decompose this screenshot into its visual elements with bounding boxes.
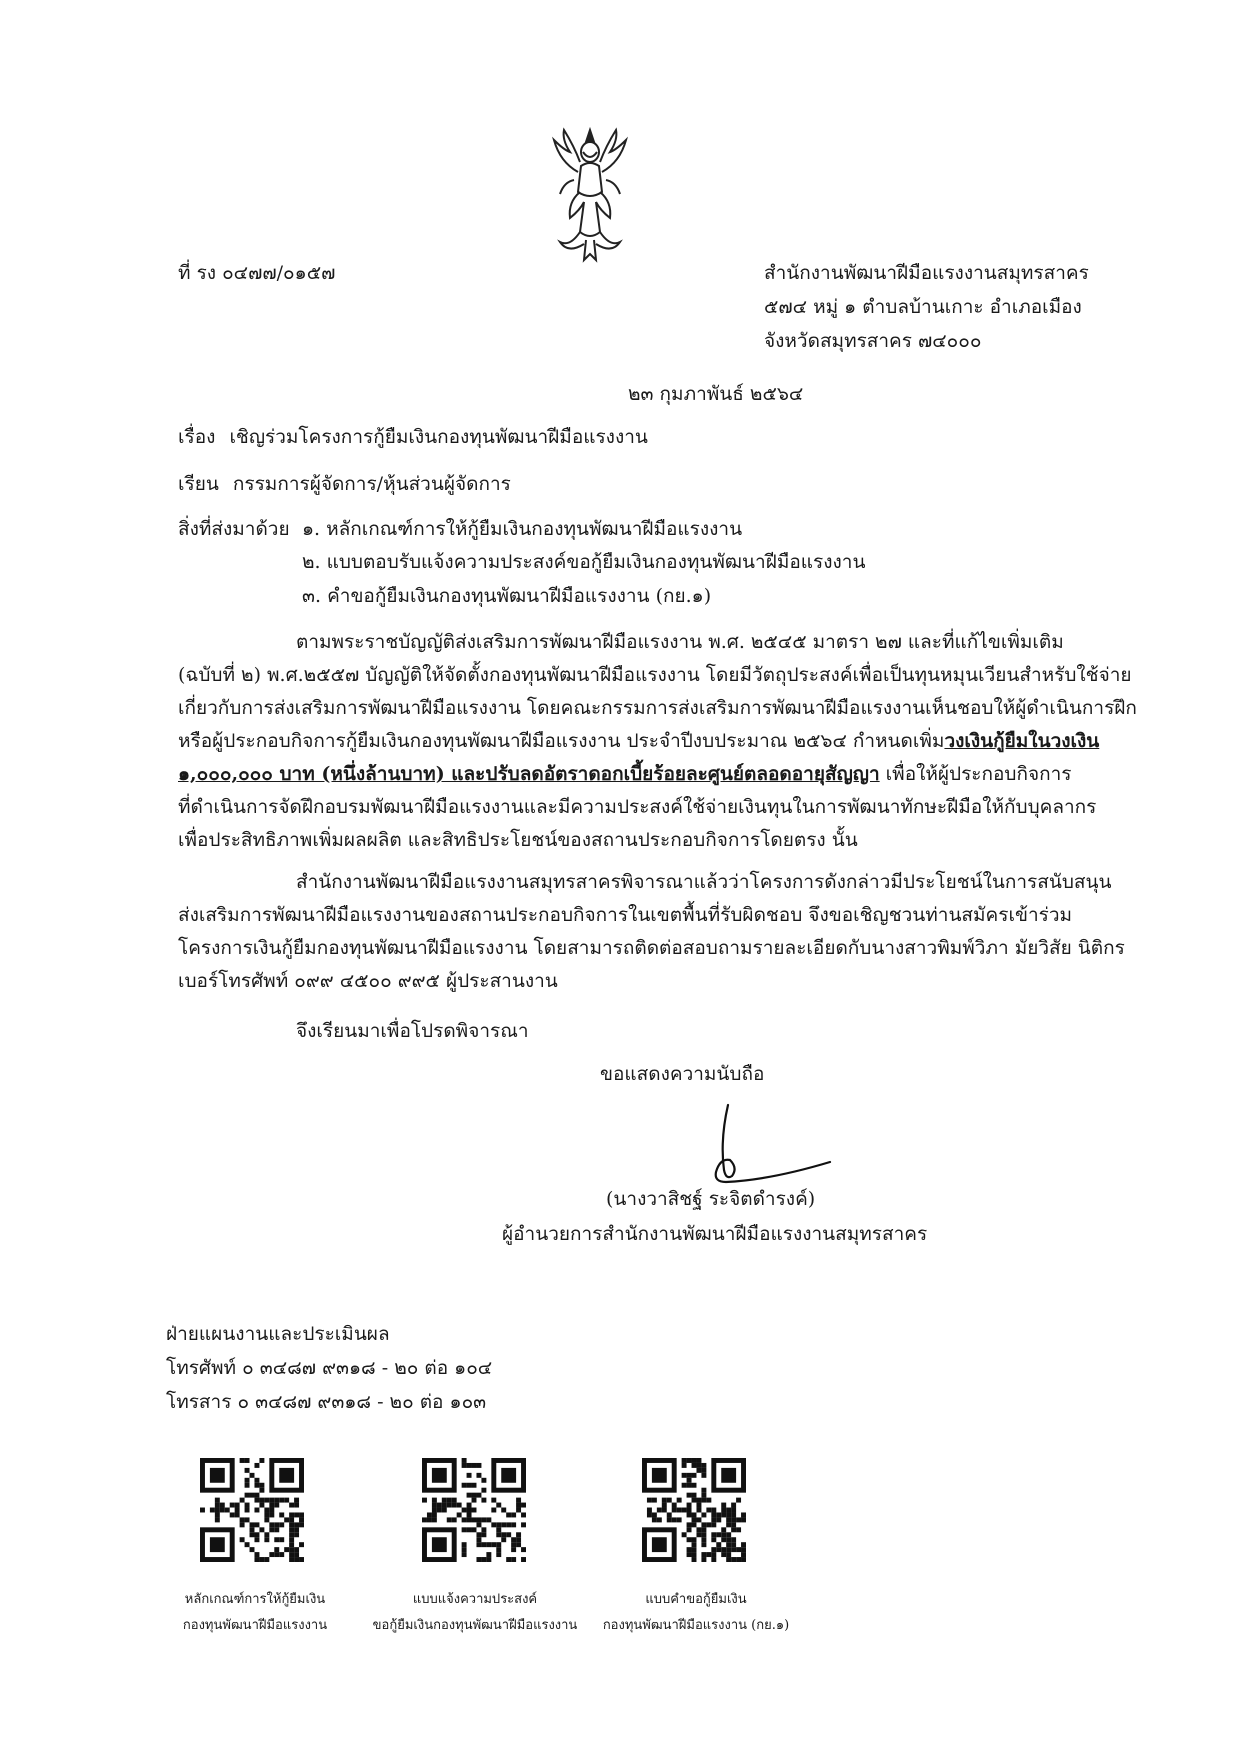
paragraph-line: ส่งเสริมการพัฒนาฝีมือแรงงานของสถานประกอบกิจการในเขตพื้นที่รับผิดชอบ จึงขอเชิญชวนท่านสมัครเข้าร่วม [178, 904, 1073, 926]
qr-caption [160, 1590, 350, 1636]
paragraph-line: โครงการเงินกู้ยืมกองทุนพัฒนาฝีมือแรงงาน โดยสามารถติดต่อสอบถามรายละเอียดกับนางสาวพิมพ์วิภา มัยวิสัย นิติกร [178, 937, 1125, 959]
qr-caption-line: แบบแจ้งความประสงค์ [412, 1592, 538, 1607]
qr-caption [362, 1590, 588, 1636]
enclosure-item: ๓. คำขอกู้ยืมเงินกองทุนพัฒนาฝีมือแรงงาน (กย.๑) [302, 585, 712, 607]
loan-limit-emphasis: วงเงินกู้ยืมในวงเงิน [944, 730, 1100, 752]
paragraph-text: หรือผู้ประกอบกิจการกู้ยืมเงินกองทุนพัฒนาฝีมือแรงงาน ประจำปีงบประมาณ ๒๕๖๔ กำหนดเพิ่ม [178, 730, 945, 752]
contact-department: ฝ่ายแผนงานและประเมินผล [166, 1323, 390, 1345]
subject-label: เรื่อง [178, 426, 216, 448]
enclosures-label: สิ่งที่ส่งมาด้วย [178, 518, 290, 540]
contact-phone: โทรศัพท์ ๐ ๓๔๘๗ ๙๓๑๘ - ๒๐ ต่อ ๑๐๔ [166, 1357, 493, 1379]
qr-caption-line: ขอกู้ยืมเงินกองทุนพัฒนาฝีมือแรงงาน [372, 1618, 578, 1633]
office-address [764, 259, 1089, 355]
enclosure-item: ๒. แบบตอบรับแจ้งความประสงค์ขอกู้ยืมเงินกองทุนพัฒนาฝีมือแรงงาน [302, 551, 866, 573]
garuda-emblem-icon [540, 122, 640, 267]
subject-line [178, 423, 648, 451]
signer-name: (นางวาสิชฐ์ ระจิตดำรงค์) [606, 1188, 816, 1210]
addressee-line [178, 470, 511, 498]
closing-request: จึงเรียนมาเพื่อโปรดพิจารณา [296, 1020, 529, 1042]
reference-number: ที่ รง ๐๔๗๗/๐๑๕๗ [178, 262, 336, 284]
paragraph-line [178, 727, 1098, 760]
body-paragraph-1 [178, 628, 1137, 859]
paragraph-line: (ฉบับที่ ๒) พ.ศ.๒๕๕๗ บัญญัติให้จัดตั้งกองทุนพัฒนาฝีมือแรงงาน โดยมีวัตถุประสงค์เพื่อเป็นทุนหมุนเวียนสำหรับใช้จ่าย [178, 664, 1132, 686]
qr-caption [598, 1590, 794, 1636]
qr-code-icon[interactable] [642, 1458, 746, 1562]
paragraph-line: ตามพระราชบัญญัติส่งเสริมการพัฒนาฝีมือแรงงาน พ.ศ. ๒๕๔๕ มาตรา ๒๗ และที่แก้ไขเพิ่มเติม [296, 631, 1064, 653]
loan-terms-emphasis: ๑,๐๐๐,๐๐๐ บาท (หนึ่งล้านบาท) และปรับลดอัตราดอกเบี้ยร้อยละศูนย์ตลอดอายุสัญญา [178, 763, 880, 785]
qr-caption-line: หลักเกณฑ์การให้กู้ยืมเงิน [184, 1592, 326, 1607]
letter-date: ๒๓ กุมภาพันธ์ ๒๕๖๔ [628, 383, 804, 405]
addressee-label: เรียน [178, 473, 219, 495]
subject-text: เชิญร่วมโครงการกู้ยืมเงินกองทุนพัฒนาฝีมือแรงงาน [229, 426, 648, 448]
qr-caption-line: กองทุนพัฒนาฝีมือแรงงาน (กย.๑) [602, 1618, 790, 1633]
enclosure-item: ๑. หลักเกณฑ์การให้กู้ยืมเงินกองทุนพัฒนาฝีมือแรงงาน [302, 518, 743, 540]
sign-off: ขอแสดงความนับถือ [600, 1063, 765, 1085]
paragraph-line: เกี่ยวกับการส่งเสริมการพัฒนาฝีมือแรงงาน โดยคณะกรรมการส่งเสริมการพัฒนาฝีมือแรงงานเห็นชอบให้ผู้ดำเนินการฝึก [178, 697, 1137, 719]
qr-code-icon[interactable] [200, 1458, 304, 1562]
paragraph-line: เพื่อประสิทธิภาพเพิ่มผลผลิต และสิทธิประโยชน์ของสถานประกอบกิจการโดยตรง นั้น [178, 829, 858, 851]
office-address-line: ๕๗๔ หมู่ ๑ ตำบลบ้านเกาะ อำเภอเมือง [764, 296, 1082, 318]
office-address-line: สำนักงานพัฒนาฝีมือแรงงานสมุทรสาคร [764, 262, 1089, 284]
paragraph-line: เบอร์โทรศัพท์ ๐๙๙ ๔๕๐๐ ๙๙๕ ผู้ประสานงาน [178, 970, 558, 992]
body-paragraph-2 [178, 868, 1125, 1000]
addressee-text: กรรมการผู้จัดการ/หุ้นส่วนผู้จัดการ [232, 473, 511, 495]
qr-caption-line: กองทุนพัฒนาฝีมือแรงงาน [182, 1618, 328, 1633]
qr-caption-line: แบบคำขอกู้ยืมเงิน [645, 1592, 747, 1607]
paragraph-line: สำนักงานพัฒนาฝีมือแรงงานสมุทรสาครพิจารณาแล้วว่าโครงการดังกล่าวมีประโยชน์ในการสนับสนุน [296, 871, 1112, 893]
contact-fax: โทรสาร ๐ ๓๔๘๗ ๙๓๑๘ - ๒๐ ต่อ ๑๐๓ [166, 1391, 487, 1413]
paragraph-line: ที่ดำเนินการจัดฝึกอบรมพัฒนาฝีมือแรงงานและมีความประสงค์ใช้จ่ายเงินทุนในการพัฒนาทักษะฝีมือให้กับบุคลากร [178, 796, 1097, 818]
paragraph-line [178, 760, 1098, 793]
signer-title: ผู้อำนวยการสำนักงานพัฒนาฝีมือแรงงานสมุทรสาคร [502, 1223, 928, 1245]
qr-code-icon[interactable] [422, 1458, 526, 1562]
office-address-line: จังหวัดสมุทรสาคร ๗๔๐๐๐ [764, 330, 982, 352]
paragraph-text: เพื่อให้ผู้ประกอบกิจการ [879, 763, 1072, 785]
